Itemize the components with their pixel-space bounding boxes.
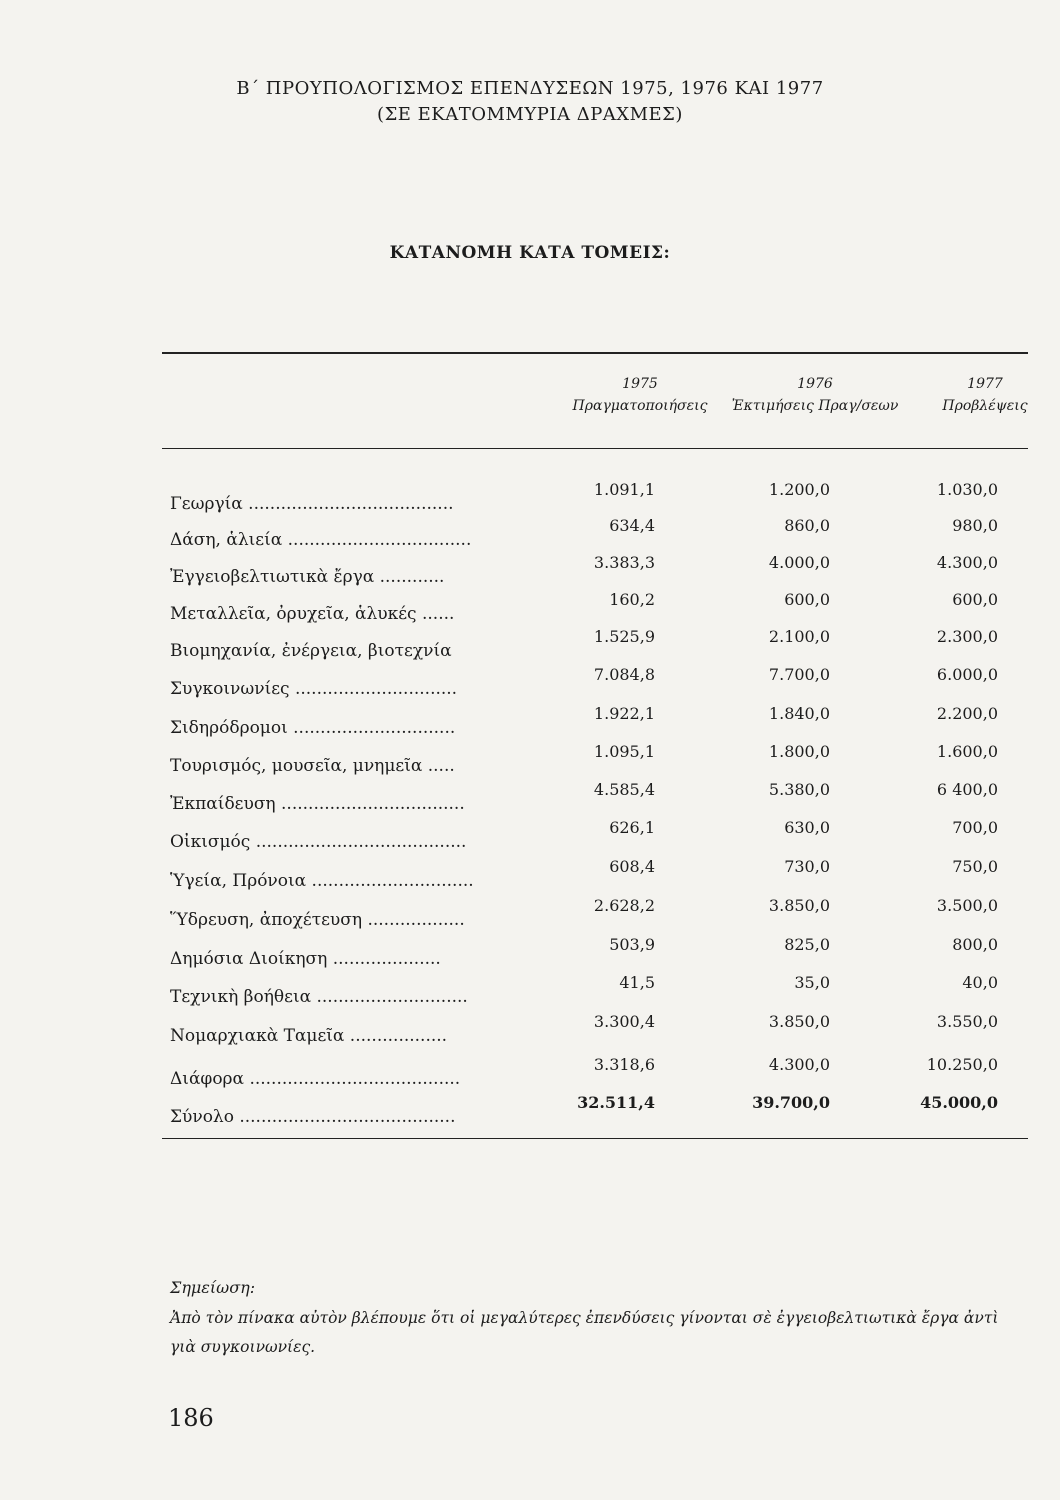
- value-1976: 1.840,0: [768, 704, 830, 723]
- value-1977: 1.600,0: [936, 742, 998, 761]
- value-1975: 160,2: [609, 590, 655, 609]
- value-1976: 1.200,0: [768, 480, 830, 499]
- table-row: [0, 553, 1060, 587]
- value-1975: 1.095,1: [593, 742, 655, 761]
- page-number: 186: [168, 1404, 214, 1432]
- value-1976: 4.300,0: [768, 1055, 830, 1074]
- value-1976: 825,0: [784, 935, 830, 954]
- value-1976: 600,0: [784, 590, 830, 609]
- value-1976: 4.000,0: [768, 553, 830, 572]
- table-header-rule: [162, 448, 1028, 449]
- value-1977: 800,0: [952, 935, 998, 954]
- table-top-rule: [162, 352, 1028, 354]
- value-1976: 3.850,0: [768, 896, 830, 915]
- table-row: [0, 516, 1060, 550]
- table-row: [0, 590, 1060, 624]
- table-row: [0, 1055, 1060, 1089]
- value-1975: 626,1: [609, 818, 655, 837]
- column-year: 1977: [967, 376, 1003, 392]
- value-1975: 3.383,3: [593, 553, 655, 572]
- row-label: Ὕδρευση, ἀποχέτευση ..................: [170, 910, 465, 930]
- row-label: Διάφορα .......................................: [170, 1069, 461, 1089]
- value-1976: 860,0: [784, 516, 830, 535]
- value-1976: 630,0: [784, 818, 830, 837]
- row-label: Δάση, ἁλιεία ..................................: [170, 530, 472, 550]
- table-row: [0, 665, 1060, 699]
- table-total-row: [0, 1093, 1060, 1127]
- value-1977: 750,0: [952, 857, 998, 876]
- value-1975: 1.922,1: [593, 704, 655, 723]
- total-1975: 32.511,4: [577, 1093, 655, 1112]
- column-year: 1976: [797, 376, 833, 392]
- table-row: [0, 480, 1060, 514]
- value-1976: 1.800,0: [768, 742, 830, 761]
- value-1977: 4.300,0: [936, 553, 998, 572]
- value-1977: 10.250,0: [926, 1055, 998, 1074]
- value-1975: 503,9: [609, 935, 655, 954]
- row-label: Μεταλλεῖα, ὀρυχεῖα, ἁλυκές ......: [170, 604, 455, 624]
- column-label: Ἐκτιμήσεις Πραγ/σεων: [731, 397, 899, 414]
- column-year: 1975: [622, 376, 658, 392]
- value-1976: 5.380,0: [768, 780, 830, 799]
- table-row: [0, 973, 1060, 1007]
- row-label: Τεχνικὴ βοήθεια ............................: [170, 987, 468, 1007]
- value-1975: 2.628,2: [593, 896, 655, 915]
- row-label: Γεωργία ......................................: [170, 494, 454, 514]
- total-1977: 45.000,0: [920, 1093, 998, 1112]
- table-row: [0, 704, 1060, 738]
- table-row: [0, 896, 1060, 930]
- row-label: Βιομηχανία, ἐνέργεια, βιοτεχνία: [170, 641, 452, 661]
- value-1976: 2.100,0: [768, 627, 830, 646]
- subtitle-units: (ΣΕ ΕΚΑΤΟΜΜΥΡΙΑ ΔΡΑΧΜΕΣ): [377, 104, 683, 125]
- value-1976: 3.850,0: [768, 1012, 830, 1031]
- column-header-1977: [885, 374, 1060, 417]
- total-label: Σύνολο ........................................: [170, 1107, 456, 1127]
- section-title: ΚΑΤΑΝΟΜΗ ΚΑΤΑ ΤΟΜΕΙΣ:: [389, 243, 671, 263]
- value-1977: 3.500,0: [936, 896, 998, 915]
- value-1975: 608,4: [609, 857, 655, 876]
- note-text: Ἀπὸ τὸν πίνακα αὐτὸν βλέπουμε ὅτι οἱ μεγαλύτερες ἐπενδύσεις γίνονται σὲ ἐγγειοβελτιωτικὰ ἔργα ἀντὶ γιὰ συγκοινωνίες.: [170, 1309, 999, 1357]
- value-1977: 40,0: [962, 973, 998, 992]
- total-1976: 39.700,0: [752, 1093, 830, 1112]
- value-1975: 3.318,6: [593, 1055, 655, 1074]
- row-label: Οἰκισμός .......................................: [170, 832, 467, 852]
- column-label: Προβλέψεις: [942, 397, 1028, 414]
- table-row: [0, 818, 1060, 852]
- column-label: Πραγματοποιήσεις: [572, 397, 708, 414]
- value-1977: 6.000,0: [936, 665, 998, 684]
- value-1975: 41,5: [619, 973, 655, 992]
- value-1976: 730,0: [784, 857, 830, 876]
- table-row: [0, 857, 1060, 891]
- column-header-1975: [540, 374, 740, 417]
- value-1975: 7.084,8: [593, 665, 655, 684]
- row-label: Συγκοινωνίες ..............................: [170, 679, 458, 699]
- row-label: Ἐγγειοβελτιωτικὰ ἔργα ............: [170, 567, 445, 587]
- value-1977: 700,0: [952, 818, 998, 837]
- value-1977: 3.550,0: [936, 1012, 998, 1031]
- value-1977: 6 400,0: [936, 780, 998, 799]
- table-row: [0, 627, 1060, 661]
- value-1976: 35,0: [794, 973, 830, 992]
- value-1977: 2.300,0: [936, 627, 998, 646]
- table-bottom-rule: [162, 1138, 1028, 1139]
- value-1977: 2.200,0: [936, 704, 998, 723]
- note-title: Σημείωση:: [170, 1278, 256, 1297]
- main-title: Β΄ ΠΡΟΥΠΟΛΟΓΙΣΜΟΣ ΕΠΕΝΔΥΣΕΩΝ 1975, 1976 ΚΑΙ 1977: [236, 78, 824, 99]
- row-label: Τουρισμός, μουσεῖα, μνημεῖα .....: [170, 756, 455, 776]
- value-1977: 600,0: [952, 590, 998, 609]
- value-1976: 7.700,0: [768, 665, 830, 684]
- value-1977: 1.030,0: [936, 480, 998, 499]
- value-1975: 1.525,9: [593, 627, 655, 646]
- table-row: [0, 780, 1060, 814]
- value-1977: 980,0: [952, 516, 998, 535]
- row-label: Σιδηρόδρομοι ..............................: [170, 718, 456, 738]
- row-label: Δημόσια Διοίκηση ....................: [170, 949, 441, 969]
- table-row: [0, 742, 1060, 776]
- row-label: Ὑγεία, Πρόνοια ..............................: [170, 871, 474, 891]
- value-1975: 634,4: [609, 516, 655, 535]
- table-row: [0, 1012, 1060, 1046]
- row-label: Ἐκπαίδευση ..................................: [170, 794, 465, 814]
- value-1975: 3.300,4: [593, 1012, 655, 1031]
- value-1975: 1.091,1: [593, 480, 655, 499]
- value-1975: 4.585,4: [593, 780, 655, 799]
- row-label: Νομαρχιακὰ Ταμεῖα ..................: [170, 1026, 448, 1046]
- table-row: [0, 935, 1060, 969]
